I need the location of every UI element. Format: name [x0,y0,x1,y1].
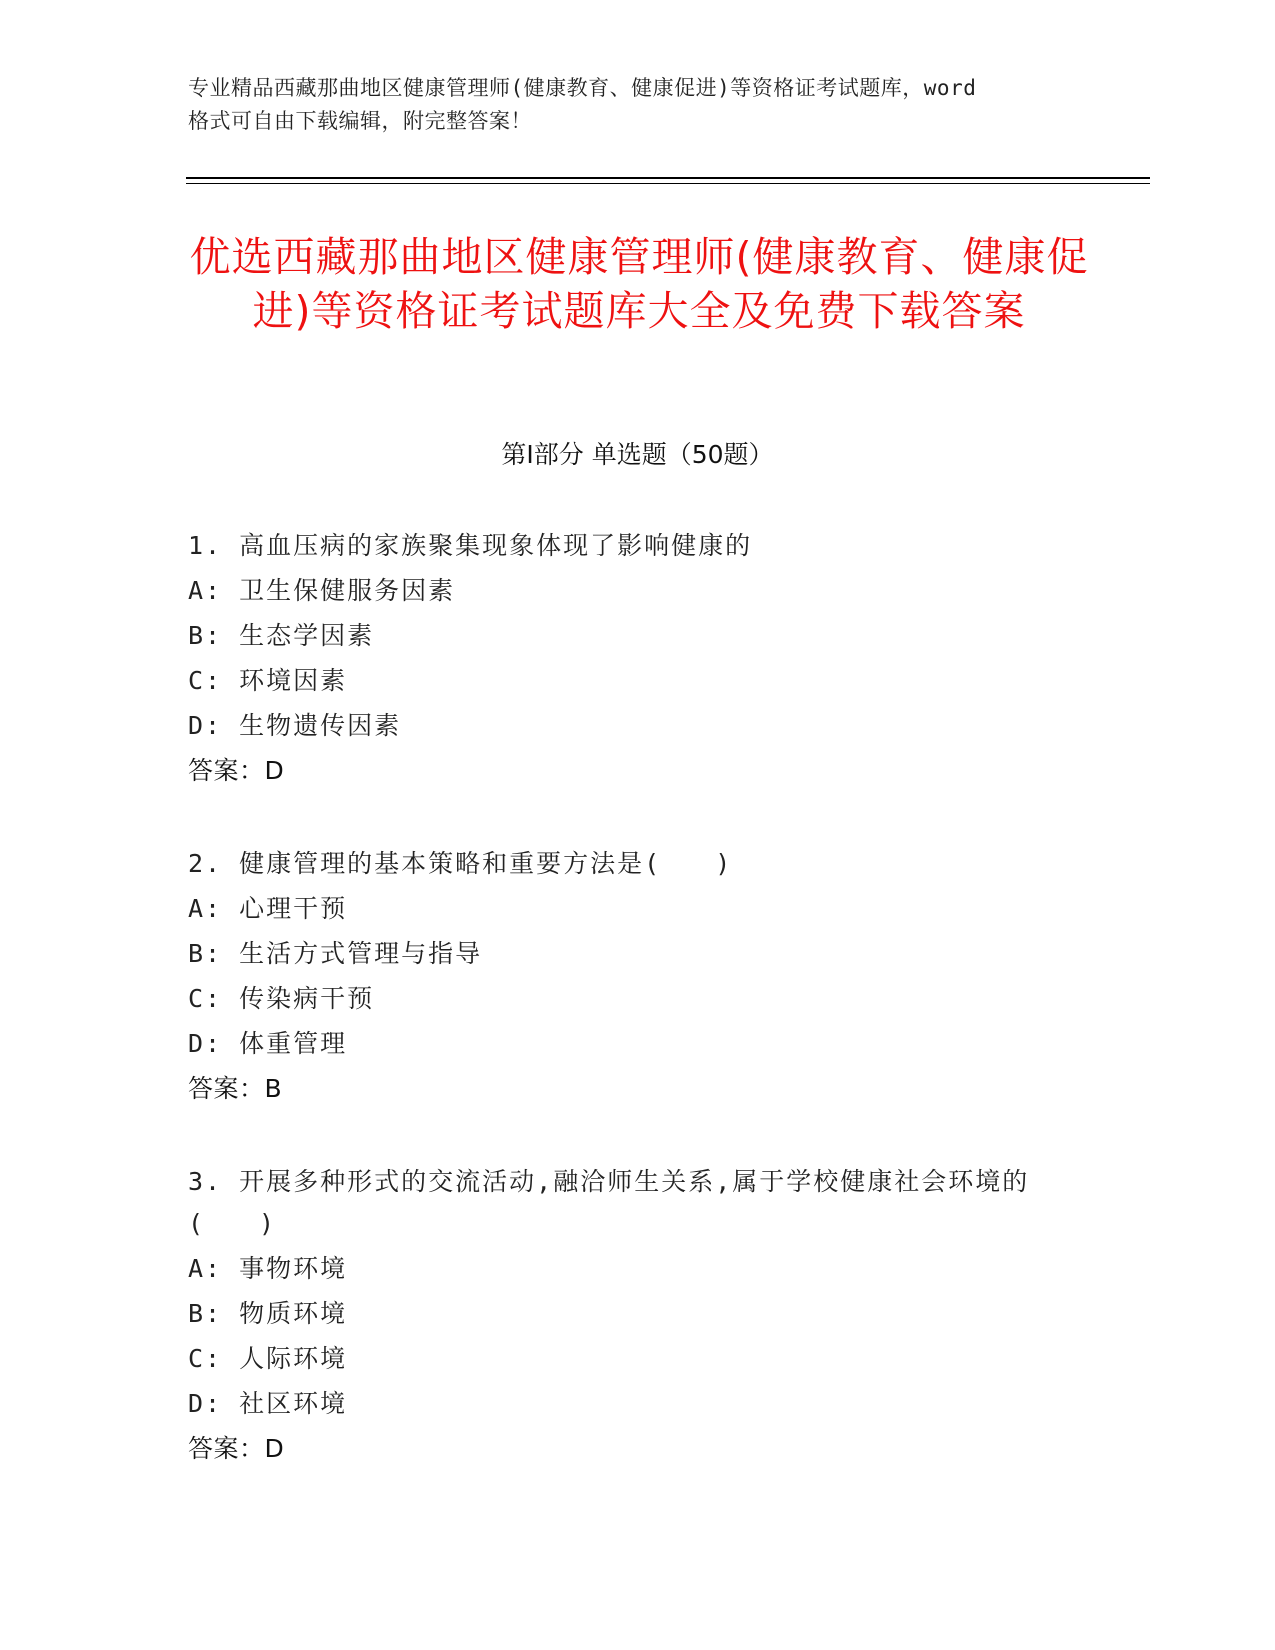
question-1 [188,525,1088,792]
header-note-line-2: 格式可自由下载编辑，附完整答案！ [188,109,532,133]
question-2 [188,843,1088,1110]
answer: 答案：B [188,1074,283,1103]
option-a: A: 事物环境 [188,1254,348,1283]
option-b: B: 生态学因素 [188,621,375,650]
question-stem: 3. 开展多种形式的交流活动,融洽师生关系,属于学校健康社会环境的( ) [188,1167,1030,1238]
option-b: B: 生活方式管理与指导 [188,939,483,968]
answer: 答案：D [188,1434,285,1463]
header-divider-thin [186,183,1150,184]
option-a: A: 心理干预 [188,894,348,923]
option-c: C: 环境因素 [188,666,348,695]
section-title: 第Ⅰ部分 单选题（50题） [501,440,774,469]
question-3 [188,1161,1088,1470]
answer: 答案：D [188,756,285,785]
option-b: B: 物质环境 [188,1299,348,1328]
option-d: D: 生物遗传因素 [188,711,402,740]
question-stem: 2. 健康管理的基本策略和重要方法是( ) [188,849,733,878]
option-d: D: 体重管理 [188,1029,348,1058]
option-d: D: 社区环境 [188,1389,348,1418]
header-divider-thick [186,177,1150,179]
option-c: C: 人际环境 [188,1344,348,1373]
header-note-line-1: 专业精品西藏那曲地区健康管理师(健康教育、健康促进)等资格证考试题库，word [188,76,977,100]
option-c: C: 传染病干预 [188,984,375,1013]
question-stem: 1. 高血压病的家族聚集现象体现了影响健康的 [188,531,753,560]
option-a: A: 卫生保健服务因素 [188,576,456,605]
document-title: 优选西藏那曲地区健康管理师(健康教育、健康促进)等资格证考试题库大全及免费下载答案 [189,233,1089,335]
header-note [188,72,1088,138]
